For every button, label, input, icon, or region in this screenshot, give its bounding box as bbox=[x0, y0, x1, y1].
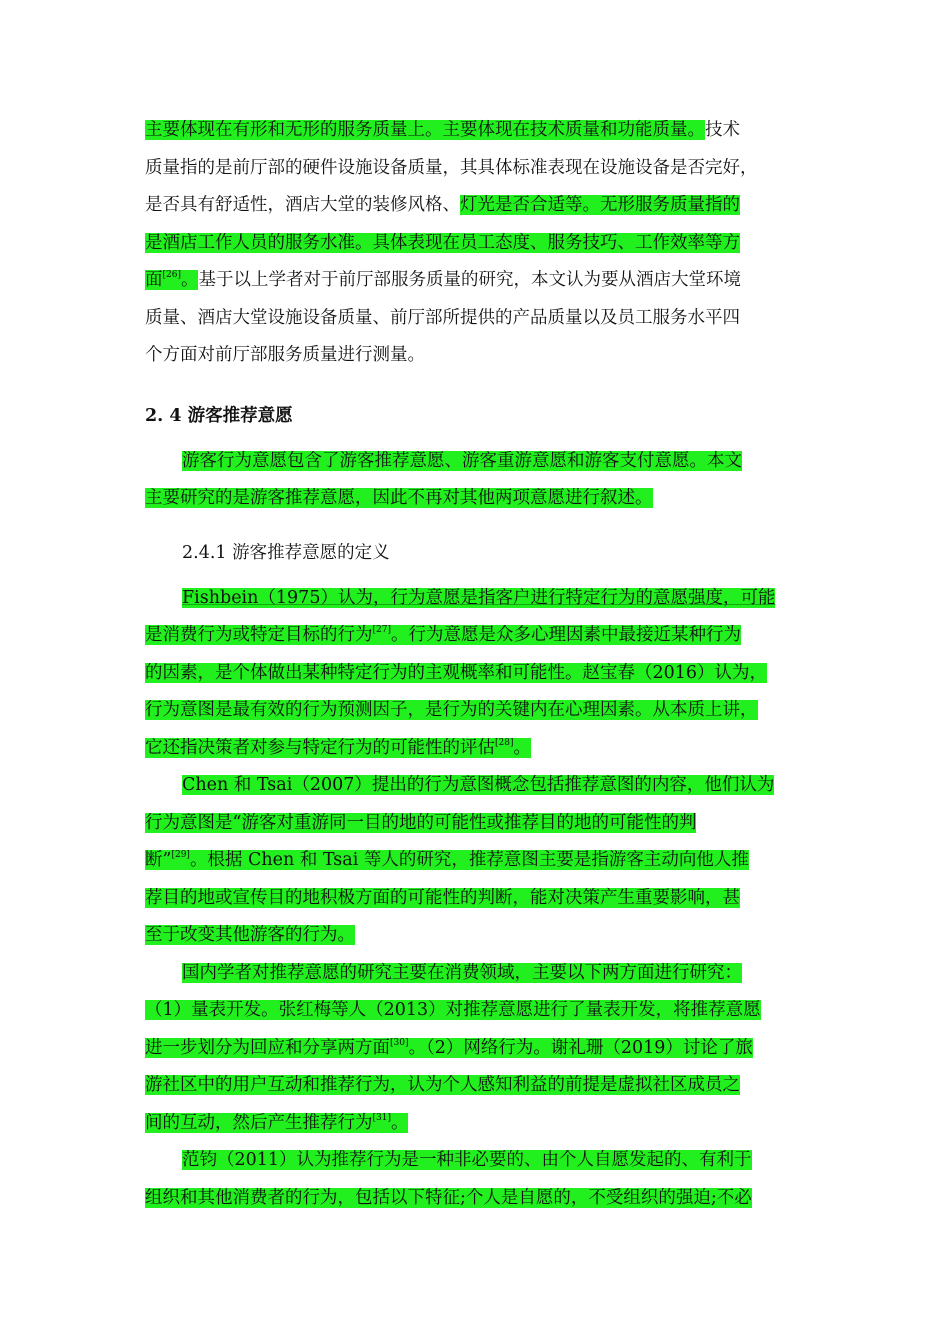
highlighted-text: 荐目的地或宣传目的地积极方面的可能性的判断，能对决策产生重要影响，甚 bbox=[145, 887, 740, 908]
text-line bbox=[145, 1067, 809, 1105]
text: 是消费行为或特定目标的行为 bbox=[145, 625, 373, 645]
text-line bbox=[145, 187, 809, 225]
subsection-heading: 2.4.1 游客推荐意愿的定义 bbox=[182, 542, 390, 563]
paragraph-service-quality bbox=[145, 112, 809, 375]
paragraph-intro bbox=[145, 443, 809, 518]
highlighted-text: 是酒店工作人员的服务水准。具体表现在员工态度、服务技巧、工作效率等方 bbox=[145, 232, 740, 253]
text-line: 个方面对前厅部服务质量进行测量。 bbox=[145, 345, 425, 365]
text-line bbox=[145, 1030, 809, 1068]
highlighted-text bbox=[145, 625, 741, 645]
text-line bbox=[145, 443, 809, 481]
paragraph-chen-tsai bbox=[145, 767, 809, 955]
text: 技术 bbox=[705, 120, 740, 140]
citation-ref: [30] bbox=[390, 1037, 409, 1048]
text-line bbox=[145, 1105, 809, 1143]
text: 。（2）网络行为。谢礼珊（2019）讨论了旅 bbox=[408, 1037, 753, 1058]
highlighted-text: Chen 和 Tsai（2007）提出的行为意图概念包括推荐意图的内容，他们认为 bbox=[182, 775, 775, 795]
text-line bbox=[145, 112, 809, 150]
text-line bbox=[145, 580, 809, 618]
document-page bbox=[145, 112, 809, 1217]
text-line bbox=[145, 842, 809, 880]
highlighted-text: 游客行为意愿包含了游客推荐意愿、游客重游意愿和游客支付意愿。本文 bbox=[182, 450, 742, 471]
paragraph-domestic-research bbox=[145, 955, 809, 1143]
text-line bbox=[145, 767, 809, 805]
highlighted-text: Fishbein（1975）认为，行为意愿是指客户进行特定行为的意愿强度，可能 bbox=[182, 587, 776, 608]
text-line bbox=[145, 992, 809, 1030]
text: 。根据 Chen 和 Tsai 等人的研究，推荐意图主要是指游客主动向他人推 bbox=[189, 850, 749, 870]
highlighted-text: 灯光是否合适等。无形服务质量指的 bbox=[460, 195, 740, 215]
highlighted-text: （1）量表开发。张红梅等人（2013）对推荐意愿进行了量表开发，将推荐意愿 bbox=[145, 1000, 761, 1020]
highlighted-text: 的因素，是个体做出某种特定行为的主观概率和可能性。赵宝春（2016）认为， bbox=[145, 662, 768, 683]
highlighted-text: 行为意图是“游客对重游同一目的地的可能性或推荐目的地的可能性的判 bbox=[145, 812, 697, 833]
text: 。行为意愿是众多心理因素中最接近某种行为 bbox=[390, 625, 741, 645]
text: 断” bbox=[145, 850, 172, 870]
text-line bbox=[145, 655, 809, 693]
text-line bbox=[145, 480, 809, 518]
paragraph-fishbein bbox=[145, 580, 809, 768]
text: 它还指决策者对参与特定行为的可能性的评估 bbox=[145, 737, 495, 758]
citation-ref: [26] bbox=[162, 270, 181, 280]
text: 间的互动，然后产生推荐行为 bbox=[145, 1112, 373, 1133]
highlighted-text bbox=[145, 1038, 753, 1058]
highlighted-text bbox=[145, 1113, 408, 1133]
text-line bbox=[145, 617, 809, 655]
text: 。 bbox=[390, 1112, 409, 1133]
text: 是否具有舒适性，酒店大堂的装修风格、 bbox=[145, 195, 460, 215]
highlighted-text: 至于改变其他游客的行为。 bbox=[145, 925, 355, 945]
text-line bbox=[145, 880, 809, 918]
citation-ref: [27] bbox=[372, 625, 391, 635]
text-line bbox=[145, 1180, 809, 1218]
citation-ref: [28] bbox=[495, 737, 514, 748]
highlighted-text: 组织和其他消费者的行为，包括以下特征;个人是自愿的，不受组织的强迫;不必 bbox=[145, 1187, 752, 1208]
text-line bbox=[145, 917, 809, 955]
citation-ref: [31] bbox=[372, 1112, 391, 1123]
text-line: 质量、酒店大堂设施设备质量、前厅部所提供的产品质量以及员工服务水平四 bbox=[145, 307, 740, 328]
text: 进一步划分为回应和分享两方面 bbox=[145, 1037, 390, 1058]
text-line bbox=[145, 730, 809, 768]
paragraph-fan-jun bbox=[145, 1142, 809, 1217]
text-line bbox=[145, 225, 809, 263]
highlighted-text bbox=[145, 270, 198, 290]
highlighted-text bbox=[145, 850, 749, 870]
text: 。 bbox=[513, 737, 531, 758]
highlighted-text: 游社区中的用户互动和推荐行为，认为个人感知利益的前提是虚拟社区成员之 bbox=[145, 1075, 740, 1095]
text: 基于以上学者对于前厅部服务质量的研究，本文认为要从酒店大堂环境 bbox=[198, 270, 741, 290]
text: 面 bbox=[145, 270, 163, 290]
highlighted-text: 国内学者对推荐意愿的研究主要在消费领域，主要以下两方面进行研究： bbox=[182, 962, 742, 983]
text-line bbox=[145, 262, 809, 300]
highlighted-text: 主要研究的是游客推荐意愿，因此不再对其他两项意愿进行叙述。 bbox=[145, 488, 653, 508]
text-line bbox=[145, 955, 809, 993]
highlighted-text: 主要体现在有形和无形的服务质量上。主要体现在技术质量和功能质量。 bbox=[145, 120, 705, 140]
text-line bbox=[145, 692, 809, 730]
highlighted-text bbox=[145, 738, 531, 758]
citation-ref: [29] bbox=[171, 850, 190, 860]
text-line bbox=[145, 805, 809, 843]
text-line bbox=[145, 1142, 809, 1180]
highlighted-text: 行为意图是最有效的行为预测因子，是行为的关键内在心理因素。从本质上讲， bbox=[145, 700, 758, 720]
highlighted-text: 范钧（2011）认为推荐行为是一种非必要的、由个人自愿发起的、有利于 bbox=[182, 1150, 752, 1170]
section-heading: 2. 4 游客推荐意愿 bbox=[145, 405, 293, 426]
text: 。 bbox=[180, 270, 199, 290]
text-line: 质量指的是前厅部的硬件设施设备质量，其具体标准表现在设施设备是否完好， bbox=[145, 157, 758, 178]
